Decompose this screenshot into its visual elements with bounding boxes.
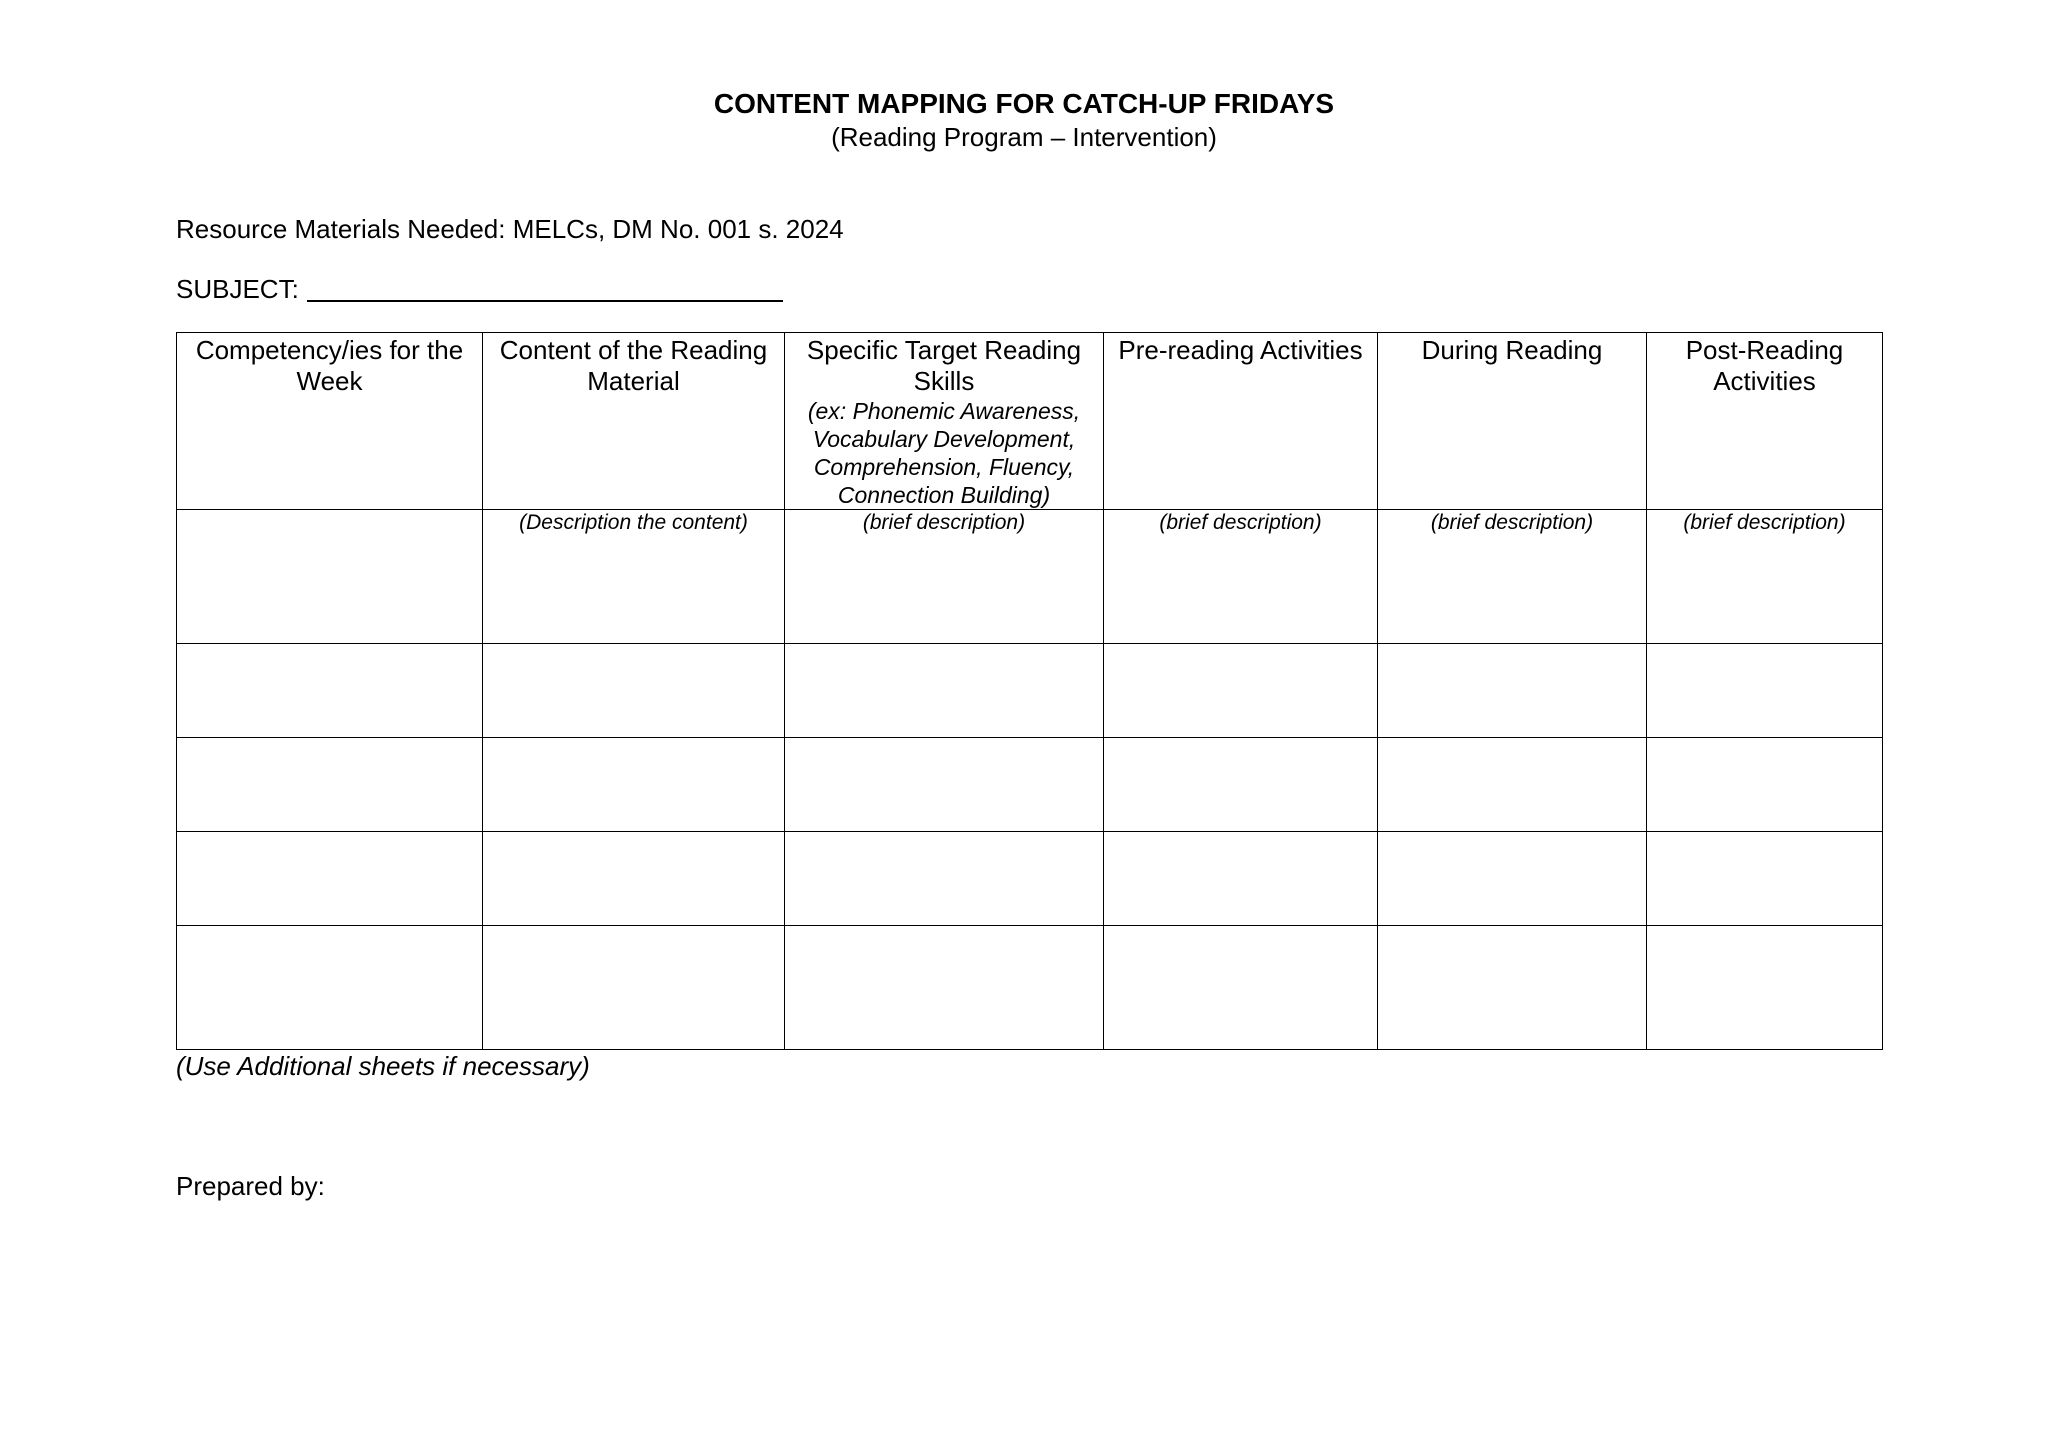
subject-label: SUBJECT: [176,274,299,304]
table-cell[interactable] [483,832,785,926]
header-pre-reading [1104,333,1378,510]
table-cell[interactable] [1378,832,1647,926]
table-cell[interactable] [785,926,1104,1050]
table-cell[interactable] [785,644,1104,738]
table-cell-hint[interactable]: (Description the content) [483,510,785,644]
table-cell[interactable] [177,832,483,926]
page-subtitle: (Reading Program – Intervention) [831,122,1217,152]
table-cell[interactable] [1104,644,1378,738]
table-cell[interactable] [1378,738,1647,832]
table-cell[interactable] [1104,738,1378,832]
header-label: Specific Target Reading Skills [806,335,1082,396]
table-header-row [177,333,1883,510]
table-cell[interactable] [785,832,1104,926]
subject-field [176,272,783,306]
header-label: Post-Reading Activities [1685,335,1844,396]
table-cell[interactable] [1647,644,1883,738]
header-post-reading [1647,333,1883,510]
table-cell[interactable] [483,738,785,832]
header-target-skills [785,333,1104,510]
table-cell[interactable] [785,738,1104,832]
table-cell[interactable] [1378,926,1647,1050]
table-cell[interactable] [177,926,483,1050]
table-cell[interactable] [177,738,483,832]
table-cell-hint[interactable]: (brief description) [1647,510,1883,644]
table-cell-hint[interactable]: (brief description) [785,510,1104,644]
prepared-by-label: Prepared by: [176,1171,325,1201]
header-label: Content of the Reading Material [499,335,768,396]
table-cell[interactable] [1647,738,1883,832]
header-example: (ex: Phonemic Awareness, Vocabulary Development, Comprehension, Fluency, Connection Building) [807,398,1081,508]
table-cell[interactable] [483,926,785,1050]
table-cell[interactable] [1104,832,1378,926]
table-row [177,510,1883,644]
additional-sheets-note: (Use Additional sheets if necessary) [176,1051,590,1081]
table-cell[interactable] [177,510,483,644]
header-content [483,333,785,510]
header-during-reading [1378,333,1647,510]
table-cell[interactable] [1378,644,1647,738]
page-title: CONTENT MAPPING FOR CATCH-UP FRIDAYS [713,88,1335,119]
table-cell-hint[interactable]: (brief description) [1104,510,1378,644]
table-cell[interactable] [1647,926,1883,1050]
table-cell[interactable] [177,644,483,738]
header-label: Competency/ies for the Week [195,335,464,396]
header-label: During Reading [1421,335,1603,365]
header-label: Pre-reading Activities [1118,335,1363,365]
table-cell[interactable] [483,644,785,738]
table-row [177,832,1883,926]
table-cell-hint[interactable]: (brief description) [1378,510,1647,644]
table-cell[interactable] [1104,926,1378,1050]
subject-blank-line[interactable] [307,274,783,302]
table-row [177,926,1883,1050]
content-mapping-table [176,332,1883,1050]
table-row [177,644,1883,738]
resource-materials-line: Resource Materials Needed: MELCs, DM No. 001 s. 2024 [176,214,844,244]
table-cell[interactable] [1647,832,1883,926]
header-competency [177,333,483,510]
table-row [177,738,1883,832]
